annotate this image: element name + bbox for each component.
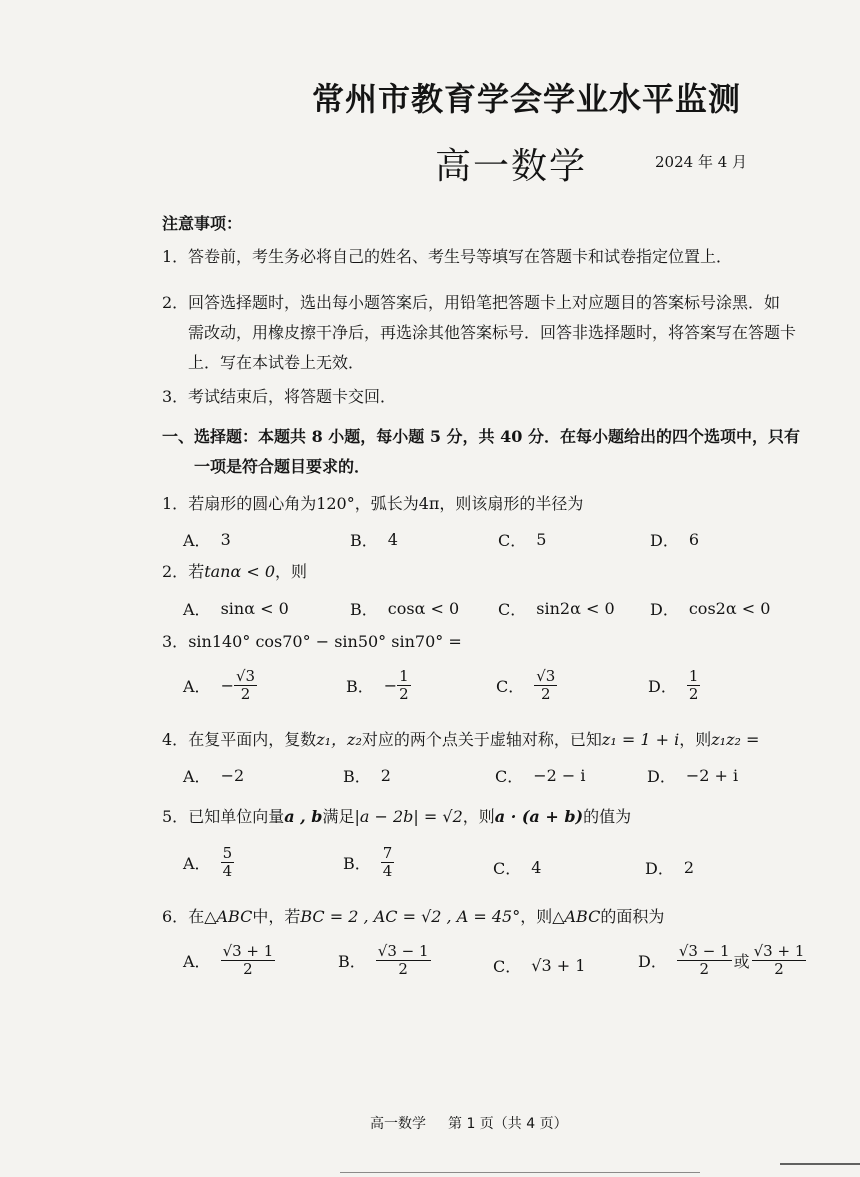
notice-number: 1． (162, 247, 189, 266)
condition: tanα < 0 (204, 562, 276, 581)
notice-item (162, 382, 832, 412)
question-stem: 若扇形的圆心角为120°，弧长为4π，则该扇形的半径为 (188, 494, 584, 513)
option-d[interactable]: D． $\frac{1}{2}$ (648, 667, 699, 703)
option-b[interactable]: B． $\frac{√3 - 1}{2}$ (338, 942, 429, 978)
section-line: 一、选择题：本题共 8 小题，每小题 5 分，共 40 分．在每小题给出的四个选项中，只有 (162, 427, 800, 446)
page-footer (370, 1113, 590, 1133)
option-b[interactable]: B． $\frac{7}{4}$ (343, 844, 393, 880)
option-c[interactable]: C． 4 (493, 858, 542, 878)
question-5: 5．已知单位向量a , b满足|a − 2b| = √2，则a · (a + b)的值为 (162, 807, 632, 826)
option-b[interactable]: B． cosα < 0 (350, 599, 460, 619)
notice-item (162, 288, 832, 378)
question-number: 4． (162, 730, 189, 749)
notice-text-continued: 需改动，用橡皮擦干净后，再选涂其他答案标号．回答非选择题时，将答案写在答题卡 (188, 323, 797, 342)
option-c[interactable]: C． √3 + 1 (493, 956, 586, 976)
question-6: 6．在△ABC中，若BC = 2 , AC = √2 , A = 45°，则△ABC的面积为 (162, 907, 665, 926)
notice-item (162, 242, 832, 272)
option-c[interactable]: C． sin2α < 0 (498, 599, 615, 619)
footer-subject: 高一数学 (370, 1116, 426, 1132)
notice-heading: 注意事项： (162, 214, 243, 233)
question-number: 1． (162, 494, 189, 513)
option-a[interactable]: A． 3 (183, 530, 231, 550)
scan-edge-line (340, 1172, 700, 1173)
question-number: 5． (162, 807, 189, 826)
notice-number: 3． (162, 387, 189, 406)
question-number: 3． (162, 632, 189, 651)
option-c[interactable]: C． −2 − i (495, 766, 586, 786)
section-heading (162, 422, 832, 482)
option-a[interactable]: A． $\frac{√3 + 1}{2}$ (183, 942, 274, 978)
option-d[interactable]: D． $\frac{√3 - 1}{2}$ 或 $\frac{√3 + 1}{2}$ (638, 942, 805, 978)
option-d[interactable]: D． 6 (650, 530, 700, 550)
footer-page-number: 第 1 页（共 4 页） (448, 1116, 568, 1132)
option-b[interactable]: B． 4 (350, 530, 398, 550)
question-3 (162, 630, 822, 654)
options-q3 (183, 668, 823, 710)
option-a[interactable]: A． −2 (183, 766, 245, 786)
options-q4 (183, 764, 823, 806)
exam-date: 2024 年 4 月 (655, 153, 748, 171)
notice-text: 考试结束后，将答题卡交回． (188, 387, 397, 406)
org-title: 常州市教育学会学业水平监测 (312, 80, 742, 118)
notice-text: 答卷前，考生务必将自己的姓名、考生号等填写在答题卡和试卷指定位置上． (188, 247, 733, 266)
question-stem: sin140° cos70° − sin50° sin70° = (188, 632, 462, 651)
notice-number: 2． (162, 293, 189, 312)
option-d[interactable]: D． 2 (645, 858, 695, 878)
option-c[interactable]: C． $\frac{√3}{2}$ (496, 667, 556, 703)
question-2: 2．若tanα < 0，则 (162, 562, 308, 581)
option-d[interactable]: D． −2 + i (647, 766, 739, 786)
section-line: 一项是符合题目要求的． (194, 457, 371, 476)
options-q6 (183, 943, 823, 985)
option-c[interactable]: C． 5 (498, 530, 547, 550)
question-number: 2． (162, 562, 189, 581)
scan-edge-line (780, 1163, 860, 1165)
notice-text-continued: 上．写在本试卷上无效． (188, 353, 365, 372)
option-a[interactable]: A． sinα < 0 (183, 599, 289, 619)
option-a[interactable]: A． − $\frac{√3}{2}$ (183, 667, 256, 703)
options-q5 (183, 845, 823, 887)
option-d[interactable]: D． cos2α < 0 (650, 599, 771, 619)
question-1 (162, 492, 822, 516)
question-number: 6． (162, 907, 189, 926)
option-a[interactable]: A． $\frac{5}{4}$ (183, 844, 233, 880)
option-b[interactable]: B． − $\frac{1}{2}$ (346, 667, 409, 703)
question-4: 4．在复平面内，复数z₁，z₂对应的两个点关于虚轴对称，已知z₁ = 1 + i，则z₁z₂ = (162, 730, 760, 749)
option-b[interactable]: B． 2 (343, 766, 391, 786)
subject-title: 高一数学 (435, 146, 588, 187)
notice-text: 回答选择题时，选出每小题答案后，用铅笔把答题卡上对应题目的答案标号涂黑．如 (188, 293, 781, 312)
